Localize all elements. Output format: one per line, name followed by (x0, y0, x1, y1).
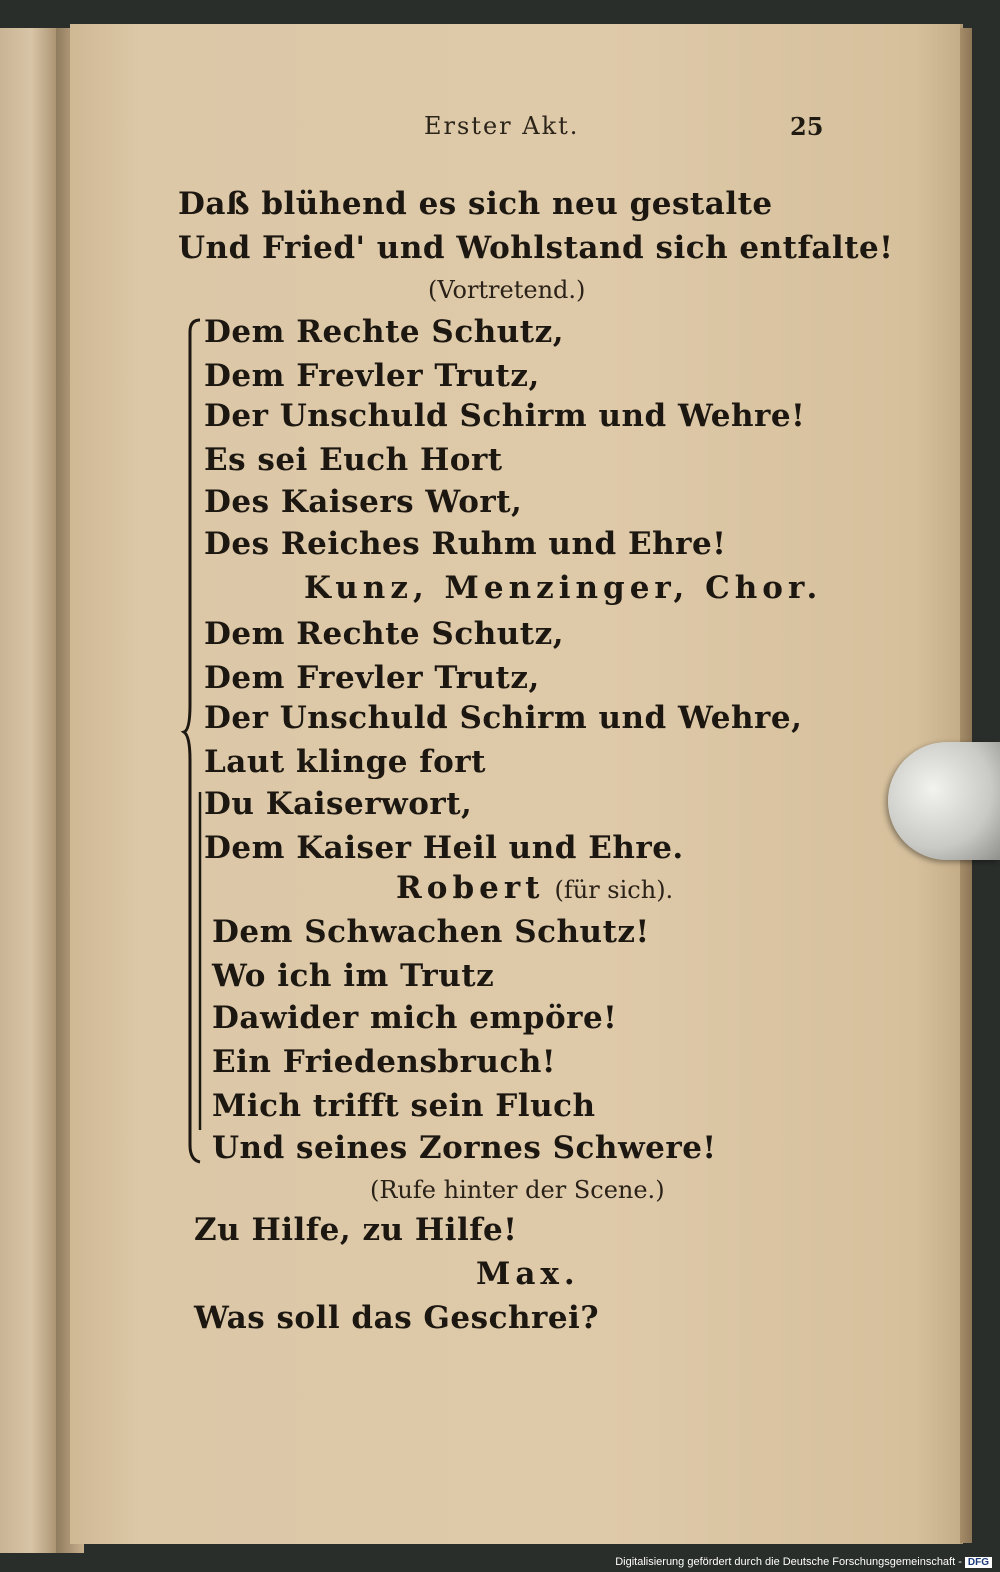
verse-line: Des Reiches Ruhm und Ehre! (204, 526, 727, 562)
page-header (0, 112, 1000, 148)
speaker-name: Max. (476, 1256, 580, 1292)
verse-line: Dem Rechte Schutz, (204, 616, 564, 652)
verse-line: Dem Rechte Schutz, (204, 314, 564, 350)
stage-direction: (Vortretend.) (428, 276, 586, 304)
thumb-index-tab (888, 742, 1000, 860)
dfg-logo: DFG (965, 1557, 992, 1568)
verse-line: Du Kaiserwort, (204, 786, 473, 822)
verse-line: Dem Schwachen Schutz! (212, 914, 650, 950)
verse-line: Und seines Zornes Schwere! (212, 1130, 717, 1166)
verse-line: Der Unschuld Schirm und Wehre, (204, 700, 803, 736)
speaker-with-direction (396, 870, 673, 906)
left-page-edge (0, 28, 60, 1553)
verse-line: Ein Friedensbruch! (212, 1044, 556, 1080)
speaker-name: Robert (396, 870, 545, 906)
verse-line: Es sei Euch Hort (204, 442, 503, 478)
verse-line: Dem Frevler Trutz, (204, 358, 540, 394)
footer-credit (615, 1556, 992, 1568)
page-number: 25 (790, 112, 824, 141)
verse-line: Dem Frevler Trutz, (204, 660, 540, 696)
verse-line: Mich trifft sein Fluch (212, 1088, 596, 1124)
speaker-name: Kunz, Menzinger, Chor. (304, 570, 823, 606)
footer-text: Digitalisierung gefördert durch die Deutsche Forschungsgemeinschaft - (615, 1556, 962, 1568)
verse-line: Des Kaisers Wort, (204, 484, 523, 520)
verse-line: Der Unschuld Schirm und Wehre! (204, 398, 806, 434)
verse-line: Dawider mich empöre! (212, 1000, 618, 1036)
stage-direction: (für sich). (554, 876, 674, 904)
verse-line: Zu Hilfe, zu Hilfe! (194, 1212, 518, 1248)
stage-direction: (Rufe hinter der Scene.) (370, 1176, 665, 1204)
verse-line: Daß blühend es sich neu gestalte (178, 186, 773, 222)
running-title: Erster Akt. (424, 112, 580, 140)
verse-line: Und Fried' und Wohlstand sich entfalte! (178, 230, 894, 266)
verse-line: Was soll das Geschrei? (194, 1300, 599, 1336)
verse-line: Dem Kaiser Heil und Ehre. (204, 830, 684, 866)
verse-line: Wo ich im Trutz (212, 958, 495, 994)
verse-line: Laut klinge fort (204, 744, 486, 780)
